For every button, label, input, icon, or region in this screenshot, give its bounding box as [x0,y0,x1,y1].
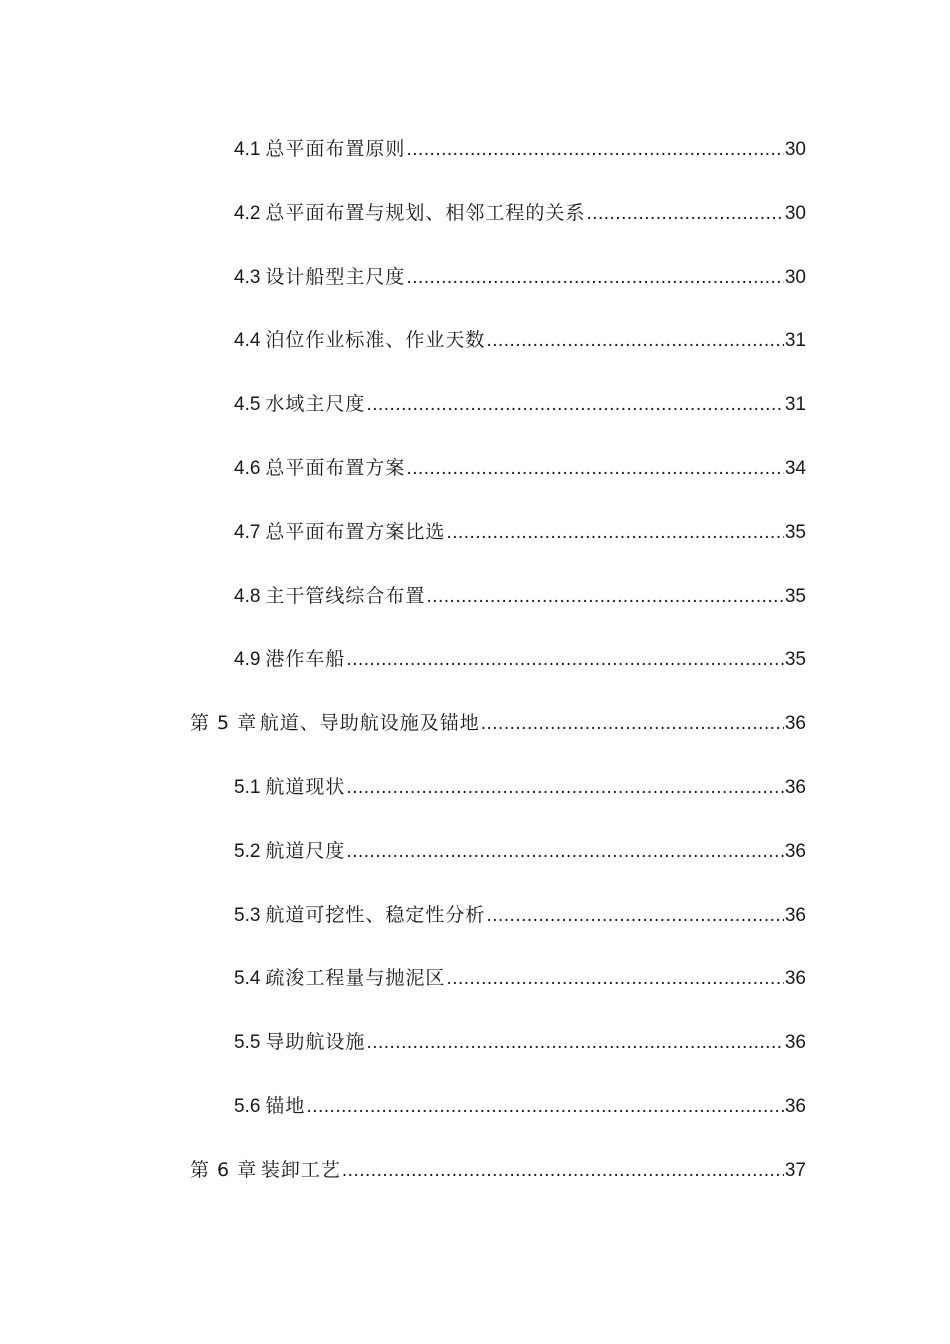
toc-entry[interactable] [0,255,950,319]
toc-entry[interactable] [0,191,950,255]
toc-entry-page: 36 [784,840,806,862]
toc-entry-title: 泊位作业标准、作业天数 [265,329,486,352]
toc-entry-number: 4.2 [234,202,261,224]
toc-dot-leader [486,894,783,938]
toc-entry-page: 36 [784,1032,806,1054]
toc-entry-number: 5.5 [234,1032,261,1054]
toc-entry[interactable] [0,318,950,382]
toc-entry-title: 总平面布置方案 [265,456,406,479]
toc-entry[interactable] [0,1020,950,1084]
toc-entry-number: 4.1 [234,139,261,160]
toc-entry-title: 总平面布置与规划、相邻工程的关系 [265,201,586,224]
toc-entry-number: 4.8 [234,585,261,607]
toc-entry[interactable] [0,829,950,893]
toc-entry-title: 航道可挖性、稳定性分析 [265,903,486,926]
toc-entry-page: 30 [784,139,806,160]
toc-dot-leader [446,957,783,1001]
toc-entry-page: 30 [784,266,806,288]
toc-dot-leader [426,575,783,619]
toc-entry-title: 港作车船 [265,648,346,671]
toc-entry-page: 36 [784,1095,806,1117]
toc-entry-page: 36 [784,713,806,735]
toc-entry-page: 36 [784,776,806,798]
toc-chapter-entry[interactable] [0,701,950,765]
toc-entry-page: 36 [784,968,806,990]
toc-entry[interactable] [0,574,950,638]
toc-dot-leader [346,766,783,810]
toc-chapter-number: 第 6 章 [190,1158,258,1181]
toc-entry-number: 5.2 [234,840,261,862]
toc-entry-title: 锚地 [265,1094,306,1117]
toc-entry-page: 34 [784,457,806,479]
toc-entry-number: 5.1 [234,776,261,798]
toc-entry-title: 航道、导助航设施及锚地 [259,712,480,735]
toc-entry-title: 总平面布置方案比选 [265,520,446,543]
toc-entry[interactable] [0,510,950,574]
toc-dot-leader [586,192,783,236]
toc-dot-leader [406,447,783,491]
toc-entry[interactable] [0,382,950,446]
toc-entry-number: 4.6 [234,457,261,479]
toc-entry-title: 装卸工艺 [260,1158,341,1181]
toc-entry-page: 35 [784,585,806,607]
toc-entry[interactable] [0,1084,950,1148]
toc-entry-title: 航道现状 [265,775,346,798]
toc-entry-page: 37 [784,1159,806,1181]
toc-entry-number: 4.7 [234,521,261,543]
toc-entry[interactable] [0,956,950,1020]
toc-dot-leader [342,1149,784,1193]
toc-entry-title: 总平面布置原则 [265,138,406,160]
toc-dot-leader [366,1021,783,1065]
toc-entry-page: 30 [784,202,806,224]
toc-dot-leader [446,511,783,555]
toc-entry[interactable] [0,127,950,191]
toc-entry-page: 31 [784,330,806,352]
table-of-contents [0,127,950,1212]
toc-entry[interactable] [0,893,950,957]
toc-entry-number: 5.3 [234,904,261,926]
toc-chapter-entry[interactable] [0,1148,950,1212]
toc-entry-page: 31 [784,394,806,416]
toc-entry-number: 4.9 [234,649,261,671]
toc-dot-leader [406,128,783,172]
toc-entry-title: 主干管线综合布置 [265,584,426,607]
toc-entry-number: 4.5 [234,394,261,416]
toc-entry-number: 4.3 [234,266,261,288]
toc-entry-title: 疏浚工程量与抛泥区 [265,967,446,990]
toc-chapter-number: 第 5 章 [190,712,258,735]
toc-dot-leader [481,702,784,746]
toc-entry-title: 导助航设施 [265,1031,366,1054]
toc-entry-number: 4.4 [234,330,261,352]
toc-entry[interactable] [0,765,950,829]
toc-entry-number: 5.6 [234,1095,261,1117]
toc-entry[interactable] [0,446,950,510]
toc-entry-page: 35 [784,521,806,543]
toc-dot-leader [406,256,783,300]
toc-entry-page: 35 [784,649,806,671]
toc-entry-number: 5.4 [234,968,261,990]
toc-dot-leader [486,319,783,363]
toc-entry-title: 航道尺度 [265,839,346,862]
toc-entry-title: 设计船型主尺度 [265,265,406,288]
toc-dot-leader [366,383,783,427]
toc-entry-title: 水域主尺度 [265,393,366,416]
toc-dot-leader [346,638,783,682]
toc-entry[interactable] [0,637,950,701]
toc-dot-leader [346,830,783,874]
toc-entry-page: 36 [784,904,806,926]
toc-dot-leader [306,1085,783,1129]
